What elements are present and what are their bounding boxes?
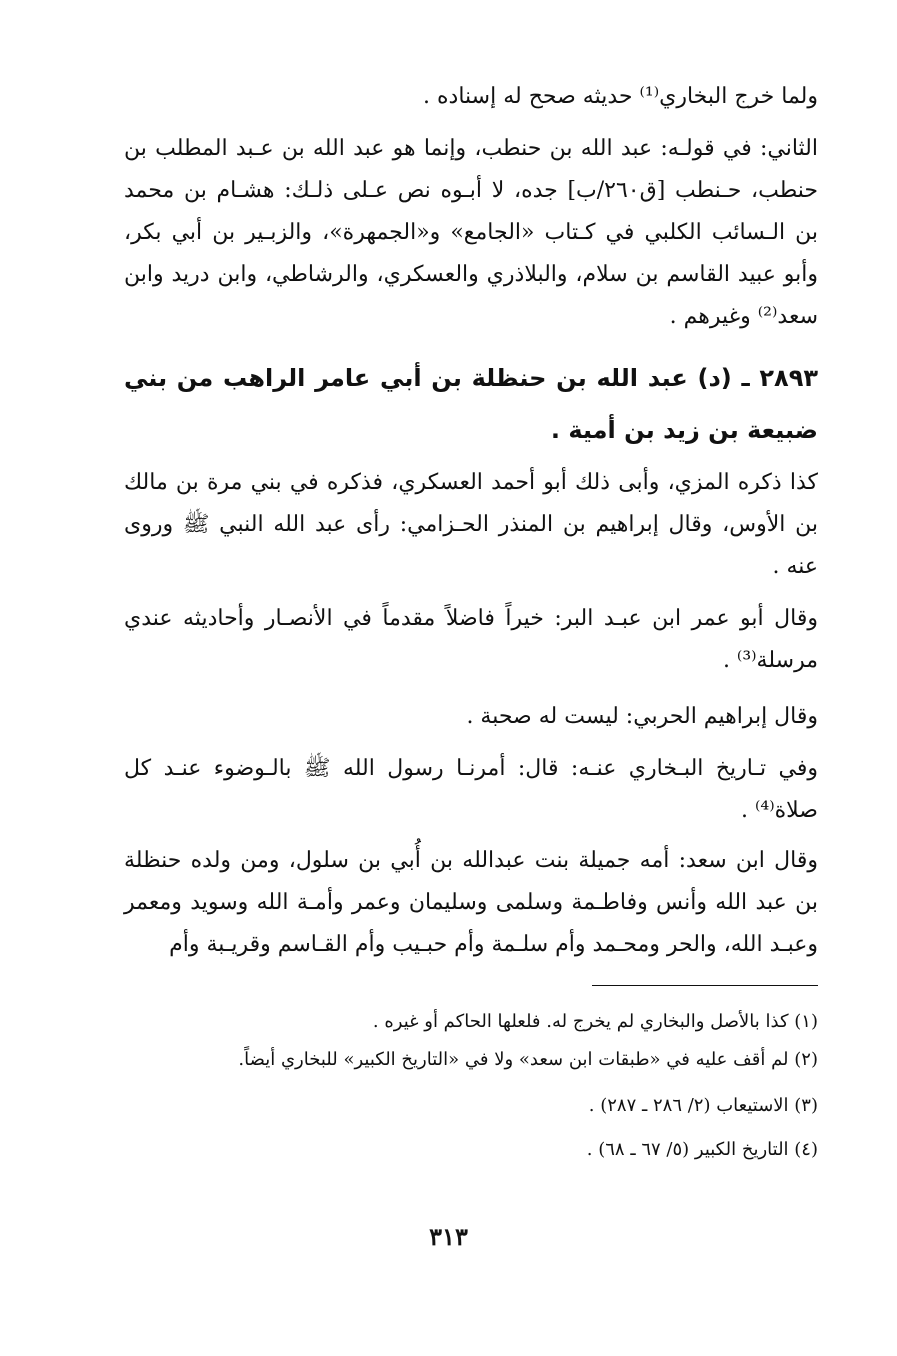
paragraph-second-point: الثاني: في قولـه: عبد الله بن حنطب، وإنما هو عبد الله بن عـبد المطلب بن حنطب، حـنطب [ق٢٦٠/ب] جده، لا أبـوه نص عـلى ذلـك: هشـام بن محمد بن الـسائب الكلبي في كـتاب «الجامع» و«الجمهرة»، والزبـير بن أبي بكر، وأبو عبيد القاسم بن سلام، والبلاذري والعسكري، والرشاطي، وابن دريد وابن سعد⁽²⁾ وغيرهم .	[124, 136, 818, 329]
footnote-4: (٤) التاريخ الكبير (٥/ ٦٧ ـ ٦٨) .	[586, 1139, 818, 1160]
footnote-2: (٢) لم أقف عليه في «طبقات ابن سعد» ولا في «التاريخ الكبير» للبخاري أيضاً.	[238, 1049, 818, 1070]
footnote-divider	[592, 985, 818, 986]
paragraph-ibn-abd-al-barr: وقال أبو عمر ابن عبـد البر: خيراً فاضلاً مقدماً في الأنصـار وأحاديثه عندي مرسلة⁽³⁾ .	[124, 606, 818, 673]
page-number: ٣١٣	[429, 1222, 468, 1251]
paragraph-harbi: وقال إبراهيم الحربي: ليست له صحبة .	[466, 704, 818, 729]
paragraph-mizzi: كذا ذكره المزي، وأبى ذلك أبو أحمد العسكري، فذكره في بني مرة بن مالك بن الأوس، وقال إبراهيم بن المنذر الحـزامي: رأى عبد الله النبي ﷺ وروى عنه .	[124, 470, 818, 579]
paragraph-bukhari: ولما خرج البخاري⁽¹⁾ حديثه صحح له إسناده .	[423, 84, 818, 109]
paragraph-bukhari-history: وفي تـاريخ البـخاري عنـه: قال: أمرنـا رسول الله ﷺ بالـوضوء عنـد كل صلاة⁽⁴⁾ .	[124, 756, 818, 823]
paragraph-ibn-saad: وقال ابن سعد: أمه جميلة بنت عبدالله بن أُبي بن سلول، ومن ولده حنظلة بن عبد الله وأنس وفاطـمة وسلمى وسليمان وعمر وأمـة الله وسويد ومعمر وعبـد الله، والحر ومحـمد وأم سلـمة وأم حبـيب وأم القـاسم وقريـبة وأم	[124, 848, 818, 957]
footnote-1: (١) كذا بالأصل والبخاري لم يخرج له. فلعلها الحاكم أو غيره .	[372, 1011, 818, 1032]
entry-heading: ٢٨٩٣ ـ (د) عبد الله بن حنظلة بن أبي عامر الراهب من بني ضبيعة بن زيد بن أمية .	[124, 364, 818, 444]
footnote-3: (٣) الاستيعاب (٢/ ٢٨٦ ـ ٢٨٧) .	[588, 1095, 818, 1116]
